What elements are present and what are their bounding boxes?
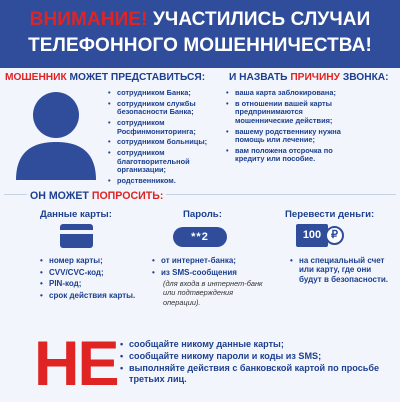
warning-word: ВНИМАНИЕ!: [29, 9, 148, 30]
ruble-coin-icon: ₽: [325, 226, 344, 245]
reason-prefix: И НАЗВАТЬ: [229, 72, 288, 83]
impostor-rest: МОЖЕТ ПРЕДСТАВИТЬСЯ:: [69, 72, 206, 83]
ne-list: [120, 339, 398, 386]
header-line-1: [0, 0, 400, 33]
list-item: • ваша карта заблокирована;: [226, 89, 342, 98]
list-item: • выполняйте действия с банковской картой по просьбе третьих лиц.: [120, 363, 398, 385]
list-item: • сообщайте никому пароли и коды из SMS;: [120, 351, 398, 362]
list-item: • сотрудником больницы;: [108, 138, 224, 147]
list-item: • сотрудником благотворительной организации;: [108, 149, 224, 175]
password-icon: **2: [173, 227, 227, 247]
person-icon: [12, 88, 100, 180]
list-item: • вам положена отсрочка по кредиту или пособие.: [226, 147, 342, 164]
list-item: • сообщайте никому данные карты;: [120, 339, 398, 350]
list-item: • срок действия карты.: [40, 291, 140, 300]
card-data-title: Данные карты:: [40, 209, 112, 220]
list-item: • из SMS-сообщения: [152, 268, 270, 277]
transfer-list: [290, 256, 388, 286]
card-stripe: [60, 230, 93, 234]
bank-card-icon: [60, 224, 93, 248]
banknote-icon: 100: [296, 224, 328, 247]
impostor-heading: [5, 72, 205, 83]
password-title: Пароль:: [183, 209, 222, 220]
money-icon: [296, 224, 346, 248]
header-line-2: ТЕЛЕФОННОГО МОШЕННИЧЕСТВА!: [28, 35, 372, 56]
list-item: • сотрудником службы безопасности Банка;: [108, 100, 224, 117]
reason-rest: ЗВОНКА:: [342, 72, 389, 83]
list-item: • номер карты;: [40, 256, 140, 265]
reason-heading: [229, 72, 389, 83]
list-item: • сотрудником Росфинмониторинга;: [108, 119, 224, 136]
impostor-word: МОШЕННИК: [5, 72, 67, 83]
list-item: • родственником.: [108, 177, 224, 186]
list-item: • PIN-код;: [40, 279, 140, 288]
impostor-roles-list: [108, 89, 224, 188]
ask-heading: [27, 190, 166, 202]
reason-list: [226, 89, 342, 166]
list-item: • сотрудником Банка;: [108, 89, 224, 98]
ask-prefix: ОН МОЖЕТ: [30, 190, 89, 202]
header-line-1-rest: УЧАСТИЛИСЬ СЛУЧАИ: [152, 9, 371, 30]
list-item: • на специальный счет или карту, где они будут в безопасности.: [290, 256, 388, 284]
ne-big-word: НЕ: [34, 329, 118, 399]
list-item: • вашему родственнику нужна помощь или лечение;: [226, 128, 342, 145]
password-note: (для входа в интернет-банк или подтверждения операции).: [163, 279, 263, 307]
transfer-title: Перевести деньги:: [285, 209, 375, 220]
list-item: • в отношении вашей карты предпринимаются мошеннические действия;: [226, 100, 342, 126]
password-list: [152, 256, 270, 279]
reason-word: ПРИЧИНУ: [290, 72, 340, 83]
list-item: • от интернет-банка;: [152, 256, 270, 265]
header-banner: [0, 0, 400, 68]
ask-word: ПОПРОСИТЬ:: [91, 190, 164, 202]
list-item: • CVV/CVC-код;: [40, 268, 140, 277]
card-data-list: [40, 256, 140, 302]
